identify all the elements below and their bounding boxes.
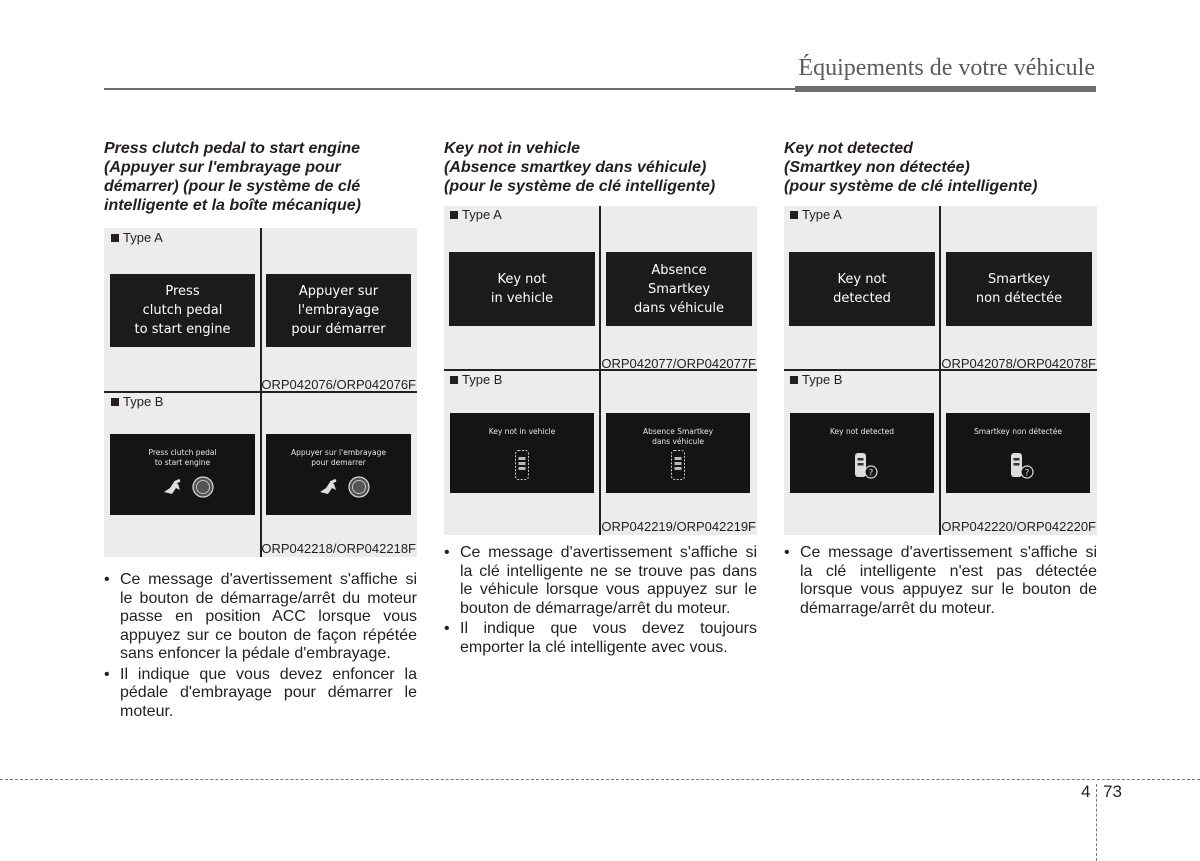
column-key-not-detected [784,139,1098,196]
header-rule-accent [795,86,1096,92]
list-item: • Il indique que vous devez toujours emporter la clé intelligente avec vous. [444,620,757,657]
figure-code: ORP042076/ORP042076F [261,377,416,392]
type-a-label: Type A [450,207,502,222]
display-screen-fr: Absence Smartkey dans véhicule [606,252,752,326]
type-b-label: Type B [111,394,163,409]
type-b-label: Type B [450,372,502,387]
start-button-icon [348,476,370,498]
display-screen-fr: Appuyer sur l'embrayage pour démarrer [266,274,411,347]
smartkey-icon [514,449,530,481]
section-heading: Key not in vehicle (Absence smartkey dans véhicule) (pour le système de clé intelligente) [444,140,716,195]
display-screen-en: Key not detected [789,252,935,326]
display-screen-fr: Absence Smartkey dans véhicule [606,413,750,493]
footer-rule [0,779,1200,780]
svg-text:?: ? [1024,468,1030,479]
smartkey-icon [670,449,686,481]
page-number: 73 [1103,782,1122,801]
foot-pedal-icon [162,478,186,498]
bullet-list [104,571,417,723]
display-screen-fr: Smartkey non détectée ? [946,413,1090,493]
section-heading: Press clutch pedal to start engine (Appuyer sur l'embrayage pour démarrer) (pour le système de clé intelligente et la boîte mécanique) [104,140,361,214]
section-heading: Key not detected (Smartkey non détectée) (pour système de clé intelligente) [784,140,1038,195]
bullet-list [444,544,757,659]
display-screen-en: Key not detected ? [790,413,934,493]
list-item: • Ce message d'avertissement s'affiche si la clé intelligente ne se trouve pas dans le véhicule lorsque vous appuyez sur le bouton de démarrage/arrêt du moteur. [444,544,757,618]
figure-code: ORP042078/ORP042078F [941,356,1096,371]
display-screen-en: Press clutch pedal to start engine [110,434,255,515]
column-key-not-in-vehicle [444,139,758,196]
page-header-title: Équipements de votre véhicule [798,55,1095,81]
display-screen-fr: Appuyer sur l'embrayage pour demarrer [266,434,411,515]
display-screen-en: Key not in vehicle [449,252,595,326]
figure-key-not-detected [784,206,1097,535]
smartkey-question-icon [1008,451,1036,481]
bullet-list [784,544,1097,620]
smartkey-question-icon [852,451,880,481]
list-item: • Ce message d'avertissement s'affiche si le bouton de démarrage/arrêt du moteur passe en position ACC lorsque vous appuyez sur ce bouton de façon répétée sans enfoncer la pédale d'embrayage. [104,571,417,664]
figure-key-not-in-vehicle [444,206,757,535]
display-screen-fr: Smartkey non détectée [946,252,1092,326]
figure-code: ORP042077/ORP042077F [601,356,756,371]
list-item: • Il indique que vous devez enfoncer la pédale d'embrayage pour démarrer le moteur. [104,666,417,722]
start-button-icon [192,476,214,498]
type-a-label: Type A [790,207,842,222]
column-clutch-pedal [104,139,418,215]
list-item: • Ce message d'avertissement s'affiche si la clé intelligente n'est pas détectée lorsque vous appuyez sur le bouton de démarrage/arrêt du moteur. [784,544,1097,618]
type-a-label: Type A [111,230,163,245]
foot-pedal-icon [318,478,342,498]
display-screen-en: Key not in vehicle [450,413,594,493]
type-b-label: Type B [790,372,842,387]
display-screen-en: Press clutch pedal to start engine [110,274,255,347]
chapter-number: 4 [1081,782,1091,801]
svg-text:?: ? [868,468,874,479]
figure-clutch-pedal [104,228,417,557]
figure-code: ORP042218/ORP042218F [261,541,416,556]
footer-divider [1096,784,1097,861]
figure-code: ORP042219/ORP042219F [601,519,756,534]
figure-code: ORP042220/ORP042220F [941,519,1096,534]
